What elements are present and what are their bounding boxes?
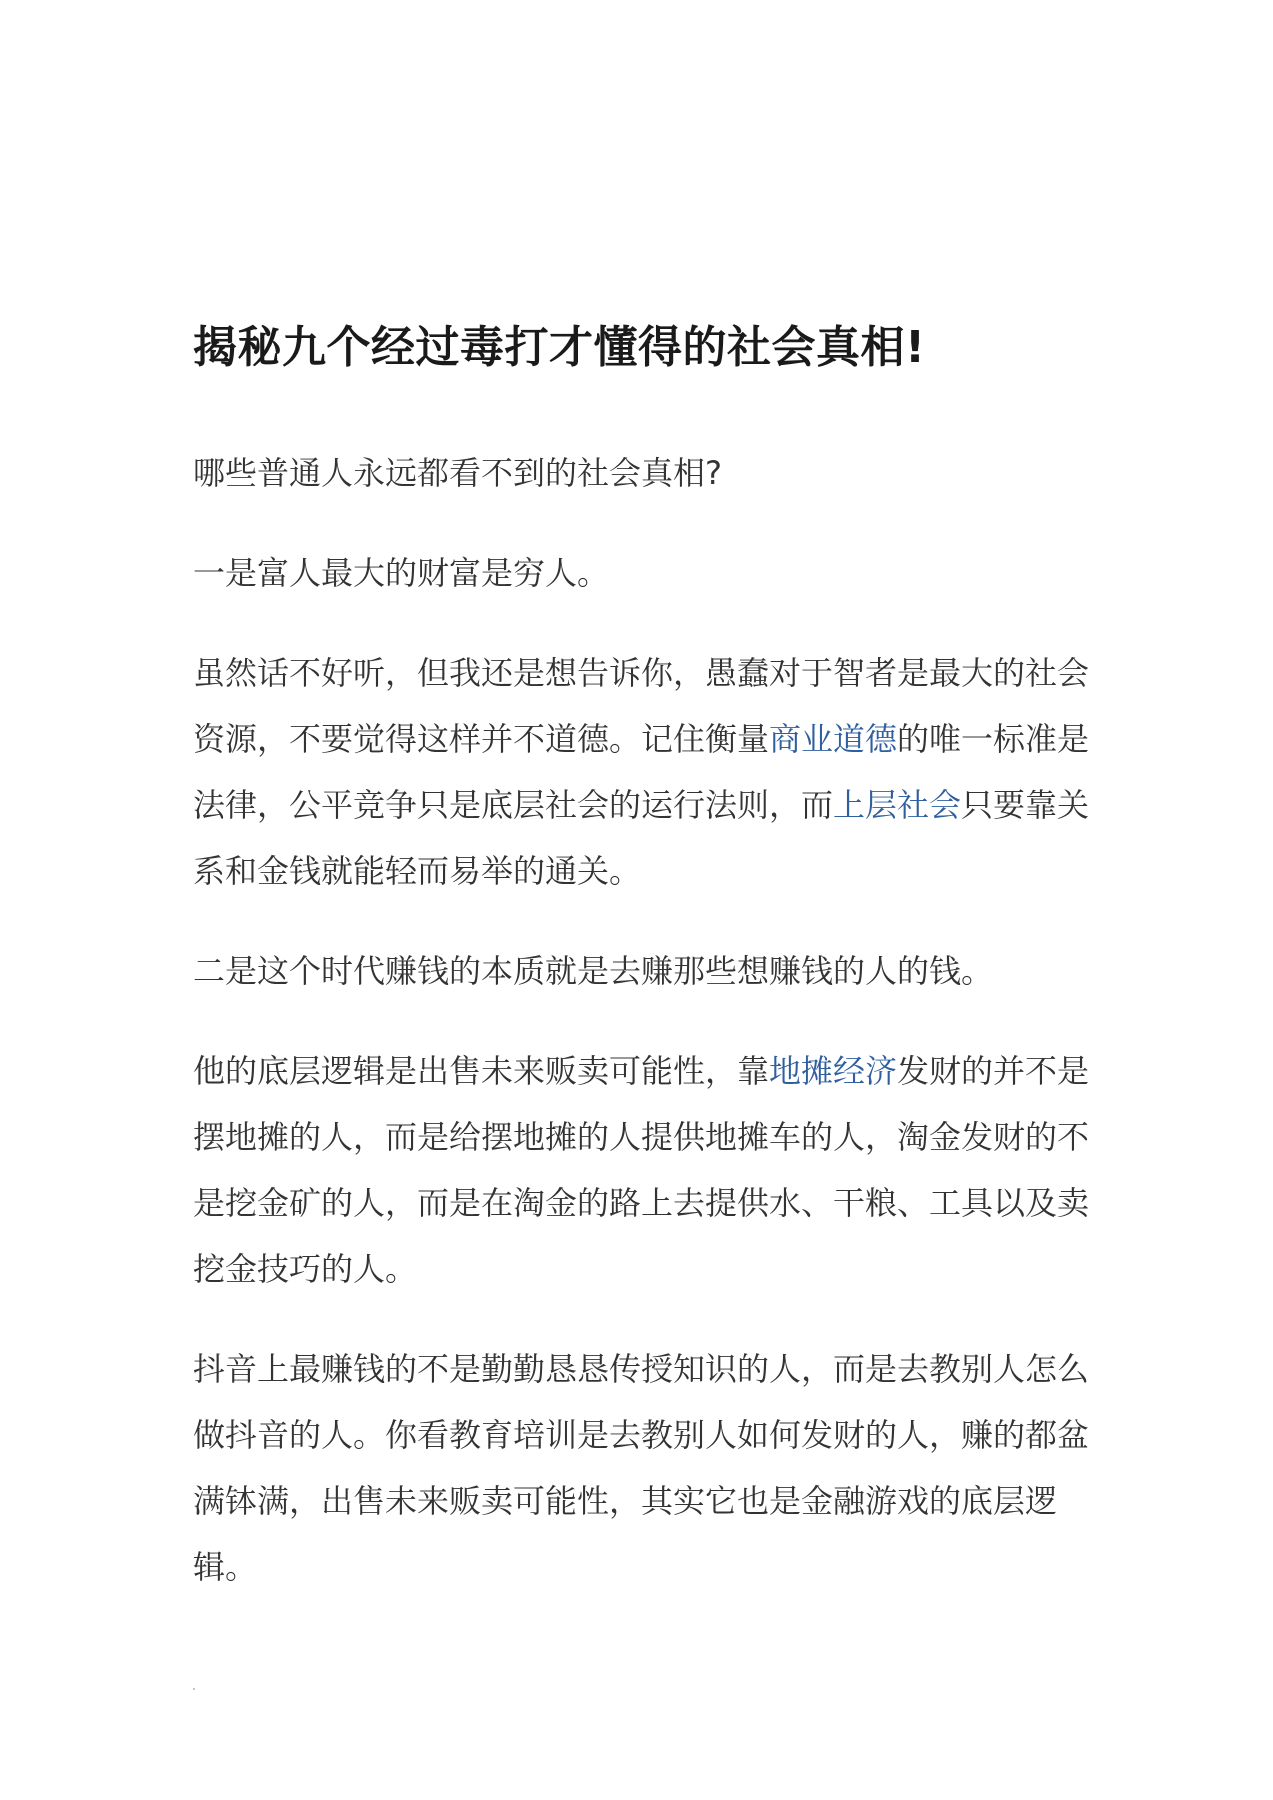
text-segment: 虽然话不好听，但我还是想告诉你，愚蠢对于智者是最大的社会资源，不要觉得这样并不道德。记住衡量 — [193, 654, 1090, 758]
text-segment: 的唯一标准是法律，公平竞争只是底层社会的运行法则，而 — [193, 720, 1090, 824]
paragraph-point-two: 二是这个时代赚钱的本质就是去赚那些想赚钱的人的钱。 — [193, 952, 994, 990]
text-segment: 发财的并不是摆地摊的人，而是给摆地摊的人提供地摊车的人，淘金发财的不是挖金矿的人，而是在淘金的路上去提供水、干粮、工具以及卖挖金技巧的人。 — [193, 1052, 1090, 1288]
link-business-ethics[interactable]: 商业道德 — [769, 720, 898, 758]
paragraph-point-two-detail — [193, 1038, 1093, 1302]
article — [193, 318, 1093, 1634]
paragraph-point-one-detail — [193, 640, 1093, 904]
link-upper-society[interactable]: 上层社会 — [833, 786, 962, 824]
paragraph-question: 哪些普通人永远都看不到的社会真相? — [193, 454, 722, 492]
paragraph-point-one: 一是富人最大的财富是穷人。 — [193, 554, 610, 592]
text-segment: 他的底层逻辑是出售未来贩卖可能性，靠 — [193, 1052, 770, 1090]
link-street-stall-economy[interactable]: 地摊经济 — [769, 1052, 898, 1090]
text-segment: 只要靠关系和金钱就能轻而易举的通关。 — [193, 786, 1090, 890]
decorative-dot — [193, 1688, 195, 1690]
article-title: 揭秘九个经过毒打才懂得的社会真相! — [193, 322, 926, 373]
paragraph-douyin: 抖音上最赚钱的不是勤勤恳恳传授知识的人，而是去教别人怎么做抖音的人。你看教育培训是去教别人如何发财的人，赚的都盆满钵满，出售未来贩卖可能性，其实它也是金融游戏的底层逻辑。 — [193, 1350, 1090, 1586]
